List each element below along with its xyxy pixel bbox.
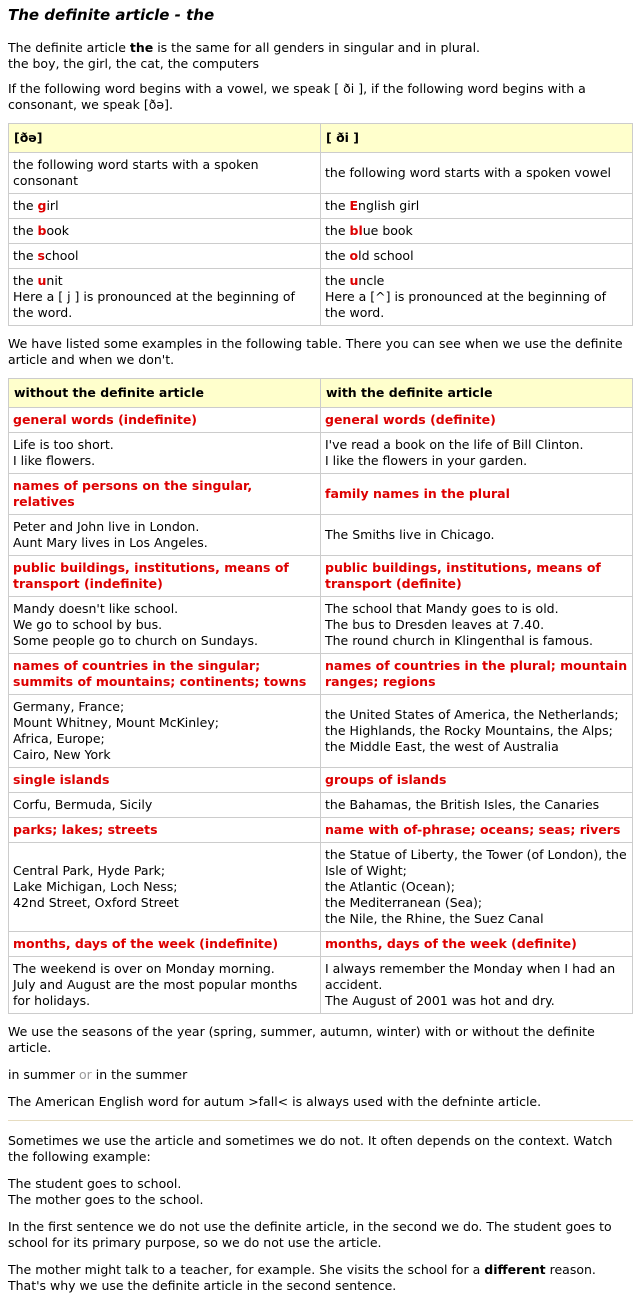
example-cell: the unit Here a [ j ] is pronounced at the beginning of the word. bbox=[9, 269, 321, 326]
example-line: The August of 2001 was hot and dry. bbox=[325, 993, 555, 1008]
example-line: Life is too short. bbox=[13, 437, 114, 452]
example-cell bbox=[9, 695, 321, 768]
example-cell bbox=[9, 957, 321, 1014]
table-row bbox=[9, 597, 633, 654]
usage-table bbox=[8, 378, 633, 1014]
example-cell bbox=[9, 433, 321, 474]
summer-example: in summer or in the summer bbox=[8, 1067, 188, 1082]
vowel-note: If the following word begins with a vowel, we speak [ ði ], if the following word begins with a consonant, we speak [ðə]. bbox=[8, 81, 586, 112]
example-line: I like flowers. bbox=[13, 453, 96, 468]
example-line: The school that Mandy goes to is old. bbox=[325, 601, 559, 616]
example-line: the Atlantic (Ocean); bbox=[325, 879, 455, 894]
category-row bbox=[9, 654, 633, 695]
example-line: Corfu, Bermuda, Sicily bbox=[13, 797, 153, 812]
table-row bbox=[9, 269, 633, 326]
example-line: I always remember the Monday when I had an accident. bbox=[325, 961, 616, 992]
examples-intro: We have listed some examples in the following table. There you can see when we use the definite article and when we don't. bbox=[8, 336, 623, 367]
category-cell: groups of islands bbox=[321, 768, 633, 793]
table-row bbox=[9, 244, 633, 269]
example-cell: the school bbox=[9, 244, 321, 269]
category-cell: parks; lakes; streets bbox=[9, 818, 321, 843]
example-line: We go to school by bus. bbox=[13, 617, 163, 632]
table-header-row bbox=[9, 379, 633, 408]
divider bbox=[8, 1120, 633, 1121]
header-consonant: [ðə] bbox=[9, 124, 321, 153]
example-line: Lake Michigan, Loch Ness; bbox=[13, 879, 178, 894]
category-cell: names of countries in the plural; mountain ranges; regions bbox=[321, 654, 633, 695]
example-line: Some people go to church on Sundays. bbox=[13, 633, 258, 648]
category-row bbox=[9, 768, 633, 793]
rule-vowel: the following word starts with a spoken vowel bbox=[321, 153, 633, 194]
example-cell bbox=[321, 695, 633, 768]
table-row bbox=[9, 219, 633, 244]
example-cell bbox=[321, 843, 633, 932]
table-row bbox=[9, 515, 633, 556]
table-row bbox=[9, 957, 633, 1014]
category-cell: family names in the plural bbox=[321, 474, 633, 515]
american-note: The American English word for autum >fall< is always used with the defninte article. bbox=[8, 1094, 542, 1109]
example-line: the Middle East, the west of Australia bbox=[325, 739, 559, 754]
example-line: Germany, France; bbox=[13, 699, 125, 714]
table-row bbox=[9, 695, 633, 768]
example-cell: the old school bbox=[321, 244, 633, 269]
context-note: Sometimes we use the article and sometimes we do not. It often depends on the context. Watch the following example: bbox=[8, 1133, 613, 1164]
example-line: the Mediterranean (Sea); bbox=[325, 895, 483, 910]
category-row bbox=[9, 818, 633, 843]
table-row bbox=[9, 153, 633, 194]
table-row bbox=[9, 793, 633, 818]
example-line: The bus to Dresden leaves at 7.40. bbox=[325, 617, 545, 632]
category-cell: names of persons on the singular, relatives bbox=[9, 474, 321, 515]
example-line: July and August are the most popular months for holidays. bbox=[13, 977, 298, 1008]
example-line: The weekend is over on Monday morning. bbox=[13, 961, 275, 976]
example-cell: the uncle Here a [^] is pronounced at the beginning of the word. bbox=[321, 269, 633, 326]
example-cell: the blue book bbox=[321, 219, 633, 244]
category-row bbox=[9, 408, 633, 433]
category-cell: months, days of the week (definite) bbox=[321, 932, 633, 957]
category-cell: name with of-phrase; oceans; seas; rivers bbox=[321, 818, 633, 843]
category-cell: single islands bbox=[9, 768, 321, 793]
mother-paragraph: The mother might talk to a teacher, for example. She visits the school for a different reason. That's why we use the definite article in the second sentence. bbox=[8, 1262, 596, 1293]
example-line: The round church in Klingenthal is famous. bbox=[325, 633, 593, 648]
intro-bold-the: the bbox=[129, 40, 154, 55]
example-line: the United States of America, the Netherlands; bbox=[325, 707, 619, 722]
example-cell bbox=[321, 515, 633, 556]
example-line: Africa, Europe; bbox=[13, 731, 105, 746]
student-example: The student goes to school. The mother goes to the school. bbox=[8, 1176, 204, 1207]
example-line: the Highlands, the Rocky Mountains, the Alps; bbox=[325, 723, 613, 738]
example-line: I've read a book on the life of Bill Clinton. bbox=[325, 437, 584, 452]
example-cell bbox=[9, 515, 321, 556]
category-row bbox=[9, 932, 633, 957]
example-line: 42nd Street, Oxford Street bbox=[13, 895, 179, 910]
rule-consonant: the following word starts with a spoken consonant bbox=[9, 153, 321, 194]
example-cell bbox=[321, 433, 633, 474]
category-cell: general words (indefinite) bbox=[9, 408, 321, 433]
table-header-row bbox=[9, 124, 633, 153]
intro-examples: the boy, the girl, the cat, the computers bbox=[8, 56, 260, 71]
example-line: the Nile, the Rhine, the Suez Canal bbox=[325, 911, 544, 926]
example-line: Mandy doesn't like school. bbox=[13, 601, 179, 616]
category-cell: months, days of the week (indefinite) bbox=[9, 932, 321, 957]
intro-paragraph: The definite article the is the same for all genders in singular and in plural. the boy, the girl, the cat, the computers bbox=[8, 40, 481, 71]
pronunciation-table bbox=[8, 123, 633, 326]
example-line: Aunt Mary lives in Los Angeles. bbox=[13, 535, 208, 550]
example-line: Central Park, Hyde Park; bbox=[13, 863, 166, 878]
category-cell: public buildings, institutions, means of transport (indefinite) bbox=[9, 556, 321, 597]
header-without: without the definite article bbox=[9, 379, 321, 408]
category-cell: names of countries in the singular; summits of mountains; continents; towns bbox=[9, 654, 321, 695]
example-cell: the book bbox=[9, 219, 321, 244]
example-line: The Smiths live in Chicago. bbox=[325, 527, 495, 542]
table-row bbox=[9, 433, 633, 474]
table-row bbox=[9, 194, 633, 219]
category-cell: public buildings, institutions, means of transport (definite) bbox=[321, 556, 633, 597]
example-cell bbox=[9, 793, 321, 818]
example-cell: the girl bbox=[9, 194, 321, 219]
category-row bbox=[9, 474, 633, 515]
page-title: The definite article - the bbox=[8, 6, 215, 24]
example-cell bbox=[321, 597, 633, 654]
example-cell: the English girl bbox=[321, 194, 633, 219]
header-vowel: [ ði ] bbox=[321, 124, 633, 153]
example-cell bbox=[321, 957, 633, 1014]
category-cell: general words (definite) bbox=[321, 408, 633, 433]
seasons-note: We use the seasons of the year (spring, summer, autumn, winter) with or without the definite article. bbox=[8, 1024, 595, 1055]
category-row bbox=[9, 556, 633, 597]
header-with: with the definite article bbox=[321, 379, 633, 408]
example-line: I like the flowers in your garden. bbox=[325, 453, 528, 468]
example-cell bbox=[9, 597, 321, 654]
example-line: the Bahamas, the British Isles, the Canaries bbox=[325, 797, 600, 812]
example-cell bbox=[9, 843, 321, 932]
example-line: the Statue of Liberty, the Tower (of London), the Isle of Wight; bbox=[325, 847, 627, 878]
example-cell bbox=[321, 793, 633, 818]
explanation-paragraph: In the first sentence we do not use the definite article, in the second we do. The student goes to school for its primary purpose, so we do not use the article. bbox=[8, 1219, 612, 1250]
example-line: Mount Whitney, Mount McKinley; bbox=[13, 715, 219, 730]
table-row bbox=[9, 843, 633, 932]
example-line: Peter and John live in London. bbox=[13, 519, 200, 534]
example-line: Cairo, New York bbox=[13, 747, 111, 762]
